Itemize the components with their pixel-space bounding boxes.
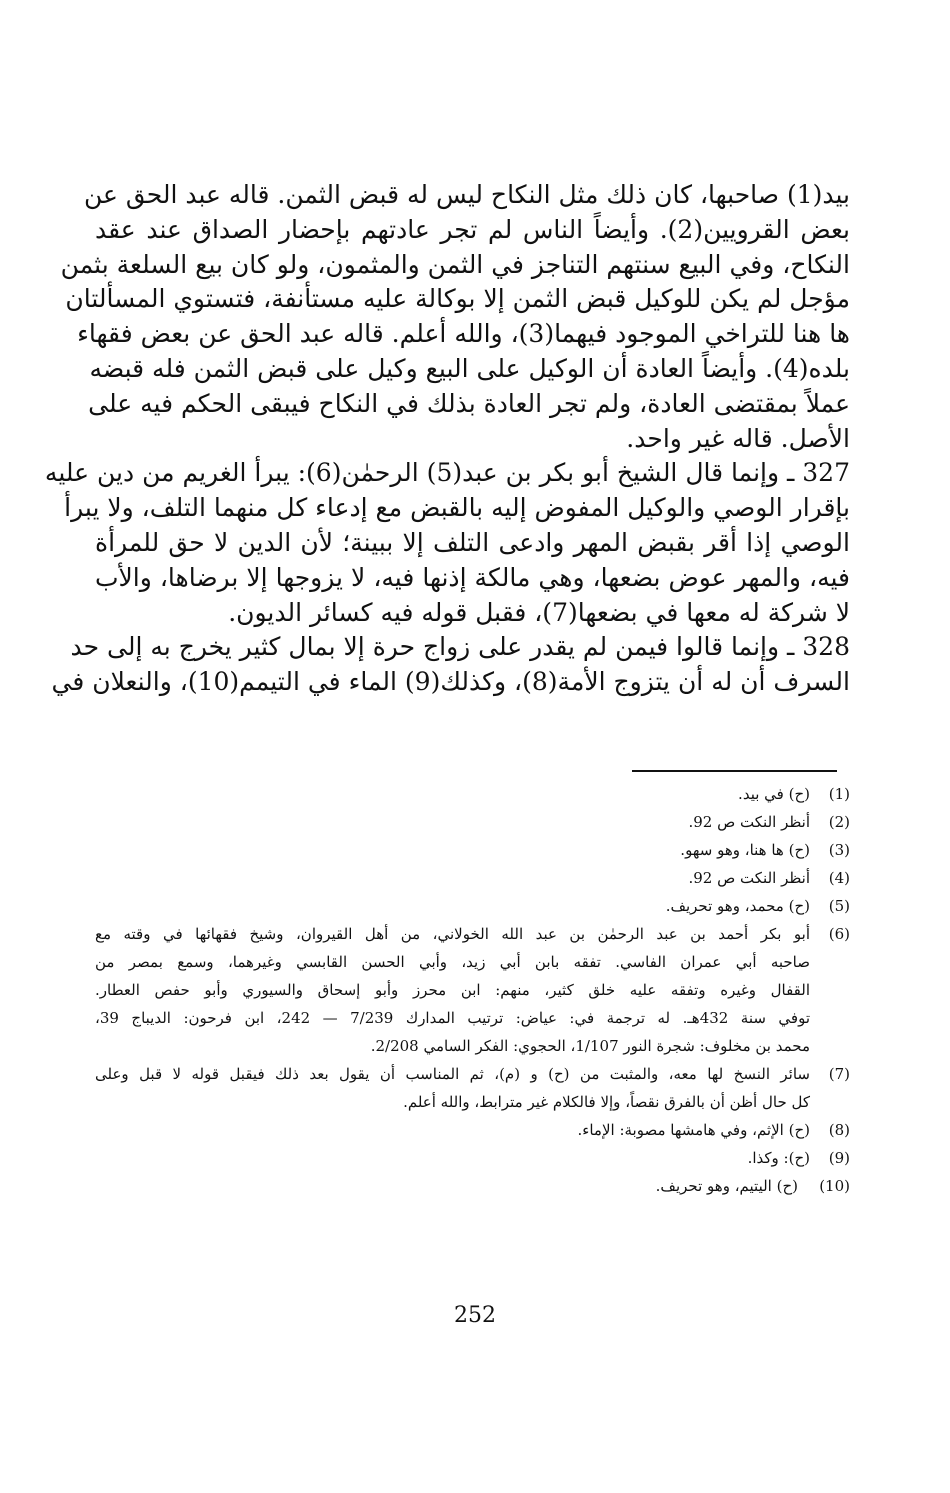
footnote-line: أبو بكر أحمد بن عبد الرحمٰن بن عبد الله الخولاني، من أهل القيروان، وشيخ فقهائها في وقته مع (95, 925, 810, 943)
body-line: بإقرار الوصي والوكيل المفوض إليه بالقبض مع إدعاء كل منهما التلف، ولا يبرأ (64, 493, 850, 523)
page-number: 252 (454, 1303, 496, 1328)
footnote-number: (3) (828, 841, 850, 859)
body-line: بلده(4). وأيضاً العادة أن الوكيل على البيع وكيل على قبض الثمن فله قبضه (89, 353, 850, 383)
footnote-line: سائر النسخ لها معه، والمثبت من (ح) و (م)، ثم المناسب أن يقول بعد ذلك فيقبل قوله لا قبل وعلى (95, 1065, 810, 1083)
footnote-line: أنظر النكت ص 92. (688, 813, 810, 831)
footnote-3 (95, 836, 850, 864)
footnote-7 (95, 1060, 850, 1116)
footnote-line: (ح) الإثم، وفي هامشها مصوبة: الإماء. (577, 1121, 810, 1139)
footnotes (95, 780, 850, 1200)
body-line: عملاً بمقتضى العادة، ولم تجر العادة بذلك في النكاح فيبقى الحكم فيه على (88, 388, 850, 418)
body-line: بعض القرويين(2). وأيضاً الناس لم تجر عادتهم بإحضار الصداق عند عقد (95, 214, 850, 244)
footnote-6 (95, 920, 850, 1060)
body-line: فيه، والمهر عوض بضعها، وهي مالكة إذنها فيه، لا يزوجها إلا برضاها، والأب (95, 562, 850, 592)
body-line: ها هنا للتراخي الموجود فيهما(3)، والله أعلم. قاله عبد الحق عن بعض فقهاء (77, 319, 850, 349)
footnote-8 (95, 1116, 850, 1144)
footnote-number: (1) (828, 785, 850, 803)
body-line: بيد(1) صاحبها، كان ذلك مثل النكاح ليس له قبض الثمن. قاله عبد الحق عن (83, 180, 850, 209)
main-text (44, 178, 850, 700)
footnote-line: (ح): وكذا. (747, 1149, 810, 1167)
footnote-line: صاحبه أبي عمران الفاسي. تفقه بابن أبي زيد، وأبي الحسن القابسي وغيرهما، وسمع بمصر من (95, 953, 810, 971)
footnote-number: (8) (828, 1121, 850, 1139)
footnote-1 (95, 780, 850, 808)
body-line: السرف أن له أن يتزوج الأمة(8)، وكذلك(9) الماء في التيمم(10)، والنعلان في (51, 667, 850, 697)
footnote-4 (95, 864, 850, 892)
body-line: 328 ـ وإنما قالوا فيمن لم يقدر على زواج حرة إلا بمال كثير يخرج به إلى حد (70, 632, 850, 662)
footnote-9 (95, 1144, 850, 1172)
body-line: الأصل. قاله غير واحد. (626, 423, 850, 453)
footnote-number: (9) (828, 1149, 850, 1167)
footnote-number: (4) (828, 869, 850, 887)
footnote-5 (95, 892, 850, 920)
footnote-divider (632, 770, 837, 772)
footnote-number: (6) (828, 925, 850, 943)
footnote-line: (ح) في بيد. (738, 785, 810, 803)
footnote-line: محمد بن مخلوف: شجرة النور 1/107، الحجوي: الفكر السامي 2/208. (370, 1037, 810, 1055)
body-line: لا شركة له معها في بضعها(7)، فقبل قوله فيه كسائر الديون. (228, 597, 850, 627)
footnote-10 (95, 1172, 850, 1200)
body-line: 327 ـ وإنما قال الشيخ أبو بكر بن عبد(5) الرحمٰن(6): يبرأ الغريم من دين عليه (44, 458, 850, 488)
body-line: النكاح، وفي البيع سنتهم التناجز في الثمن والمثمون، ولو كان بيع السلعة بثمن (60, 249, 850, 279)
footnote-line: (ح) اليتيم، وهو تحريف. (655, 1177, 798, 1195)
body-line: مؤجل لم يكن للوكيل قبض الثمن إلا بوكالة عليه مستأنفة، فتستوي المسألتان (65, 284, 850, 314)
footnote-number: (10) (819, 1177, 850, 1195)
footnote-line: أنظر النكت ص 92. (688, 869, 810, 887)
footnote-line: (ح) محمد، وهو تحريف. (665, 897, 810, 915)
body-line: الوصي إذا أقر بقبض المهر وادعى التلف إلا ببينة؛ لأن الدين لا حق للمرأة (95, 527, 850, 557)
footnote-line: (ح) ها هنا، وهو سهو. (680, 841, 810, 859)
footnote-number: (2) (828, 813, 850, 831)
footnote-line: توفي سنة 432هـ. له ترجمة في: عياض: ترتيب المدارك 7/239 — 242، ابن فرحون: الديباج 39، (95, 1009, 811, 1027)
footnote-number: (7) (828, 1065, 850, 1083)
footnote-2 (95, 808, 850, 836)
footnote-line: القفال وغيره وتفقه عليه خلق كثير، منهم: ابن محرز وأبو إسحاق والسيوري وأبو حفص العطار. (95, 981, 810, 999)
footnote-number: (5) (828, 897, 850, 915)
footnote-line: كل حال أظن أن بالفرق نقصاً، وإلا فالكلام غير مترابط، والله أعلم. (403, 1093, 810, 1111)
